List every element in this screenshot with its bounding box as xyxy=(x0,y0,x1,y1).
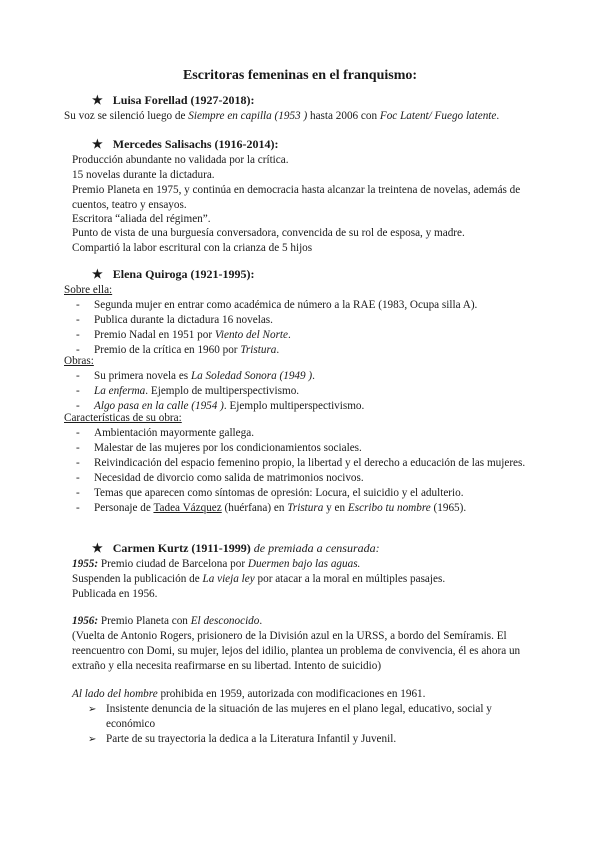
sobre-label: Sobre ella: xyxy=(64,284,113,296)
caract-label: Características de su obra: xyxy=(64,412,182,424)
kurtz-1956-line xyxy=(72,614,262,629)
text: Premio ciudad de Barcelona por xyxy=(98,558,248,570)
text: hasta 2006 con xyxy=(307,110,380,122)
obras-label: Obras: xyxy=(64,355,94,367)
kurtz-1956-paragraph: (Vuelta de Antonio Rogers, prisionero de la División azul en la URSS, a bordo del Semíramis. El reencuentro con Domi, su mujer, lejos del idilio, plantea un problema de convivencia, él es ahora un extraño y ella necesita reafirmarse en su libertad. Intento de suicidio) xyxy=(72,630,521,672)
list-item: ➢ Parte de su trayectoria la dedica a la Literatura Infantil y Juvenil. xyxy=(88,732,528,747)
salisachs-line: Escritora “aliada del régimen”. xyxy=(72,213,211,225)
star-icon: ★ xyxy=(92,541,103,555)
work-title: El desconocido xyxy=(190,615,260,627)
text: . xyxy=(288,329,291,341)
text: prohibida en 1959, autorizada con modificaciones en 1961. xyxy=(157,688,426,700)
list-item xyxy=(76,369,536,384)
list-item: ➢ Insistente denuncia de la situación de las mujeres en el plano legal, educativo, social y económico xyxy=(88,702,528,732)
text: Premio Planeta con xyxy=(98,615,191,627)
work-title: Tristura xyxy=(287,502,324,514)
text: Su voz se silenció luego de xyxy=(64,110,189,122)
character-name: Tadea Vázquez xyxy=(153,502,222,514)
salisachs-line: Punto de vista de una burguesía conversadora, convencida de su rol de esposa, y madre. xyxy=(72,227,465,239)
work-title: La enferma xyxy=(94,385,146,397)
kurtz-heading-sub: de premiada a censurada: xyxy=(253,541,380,555)
year-label: 1955: xyxy=(72,558,99,570)
list-item: - Necesidad de divorcio como salida de matrimonios nocivos. xyxy=(76,471,536,486)
text: . Ejemplo multiperspectivismo. xyxy=(223,400,365,412)
text: Personaje de xyxy=(94,502,154,514)
work-title: Viento del Norte xyxy=(214,329,288,341)
list-item: - Reivindicación del espacio femenino propio, la libertad y el derecho a educación de las mujeres. xyxy=(76,456,536,471)
text: . xyxy=(312,370,315,382)
text: por atacar a la moral en múltiples pasajes. xyxy=(254,573,446,585)
kurtz-lado-line xyxy=(72,687,425,702)
obras-list xyxy=(76,369,536,414)
text: Suspenden la publicación de xyxy=(72,573,203,585)
forellad-heading xyxy=(92,93,255,108)
list-item: - Publica durante la dictadura 16 novelas. xyxy=(76,313,536,328)
list-item: - Segunda mujer en entrar como académica de número a la RAE (1983, Ocupa silla A). xyxy=(76,298,536,313)
text: . xyxy=(496,110,500,122)
salisachs-line: Premio Planeta en 1975, y continúa en democracia hasta alcanzar la treintena de novelas, además de cuentos, teatro y ensayos. xyxy=(72,184,521,211)
kurtz-1955-line: Publicada en 1956. xyxy=(72,588,158,600)
work-title: Algo pasa en la calle (1954 ) xyxy=(94,400,224,412)
text: . xyxy=(276,344,280,356)
star-icon: ★ xyxy=(92,137,103,151)
salisachs-heading xyxy=(92,137,279,152)
list-item xyxy=(76,343,536,358)
work-title: Al lado del hombre xyxy=(72,688,158,700)
year-label: 1956: xyxy=(72,615,99,627)
forellad-heading-text: Luisa Forellad (1927-2018): xyxy=(112,93,255,107)
list-item xyxy=(76,501,536,516)
salisachs-line: Compartió la labor escritural con la crianza de 5 hijos xyxy=(72,242,313,254)
text: (1965). xyxy=(430,502,467,514)
text: Premio Nadal en 1951 por xyxy=(94,329,215,341)
work-title: Tristura xyxy=(240,344,277,356)
text: . Ejemplo de multiperspectivismo. xyxy=(145,385,300,397)
salisachs-line: Producción abundante no validada por la crítica. xyxy=(72,154,289,166)
text: . xyxy=(259,615,263,627)
kurtz-1955-line xyxy=(72,572,445,587)
list-item: - Malestar de las mujeres por los condicionamientos sociales. xyxy=(76,441,536,456)
kurtz-heading xyxy=(92,541,380,556)
salisachs-line: 15 novelas durante la dictadura. xyxy=(72,169,215,181)
text: Premio de la crítica en 1960 por xyxy=(94,344,241,356)
list-item: - Ambientación mayormente gallega. xyxy=(76,426,536,441)
quiroga-heading xyxy=(92,267,255,282)
work-title: La vieja ley xyxy=(202,573,255,585)
list-item xyxy=(76,384,536,399)
salisachs-heading-text: Mercedes Salisachs (1916-2014): xyxy=(112,137,279,151)
text: (huérfana) en xyxy=(221,502,288,514)
work-title: Duermen bajo las aguas. xyxy=(247,558,361,570)
sobre-list xyxy=(76,298,536,358)
star-icon: ★ xyxy=(92,93,103,107)
star-icon: ★ xyxy=(92,267,103,281)
caract-list xyxy=(76,426,536,516)
quiroga-heading-text: Elena Quiroga (1921-1995): xyxy=(112,267,255,281)
list-item xyxy=(76,328,536,343)
text: y en xyxy=(323,502,348,514)
kurtz-heading-text: Carmen Kurtz (1911-1999) xyxy=(112,541,251,555)
lado-list xyxy=(88,702,528,747)
list-item: - Temas que aparecen como síntomas de opresión: Locura, el suicidio y el adulterio. xyxy=(76,486,536,501)
forellad-line xyxy=(64,109,499,124)
work-title: La Soledad Sonora (1949 ) xyxy=(190,370,313,382)
kurtz-1955-line xyxy=(72,557,360,572)
document-title: Escritoras femeninas en el franquismo: xyxy=(182,68,418,83)
work-title: Escribo tu nombre xyxy=(347,502,431,514)
work-title: Siempre en capilla (1953 ) xyxy=(188,110,308,122)
work-title: Foc Latent/ Fuego latente xyxy=(379,110,497,122)
text: Su primera novela es xyxy=(94,370,191,382)
